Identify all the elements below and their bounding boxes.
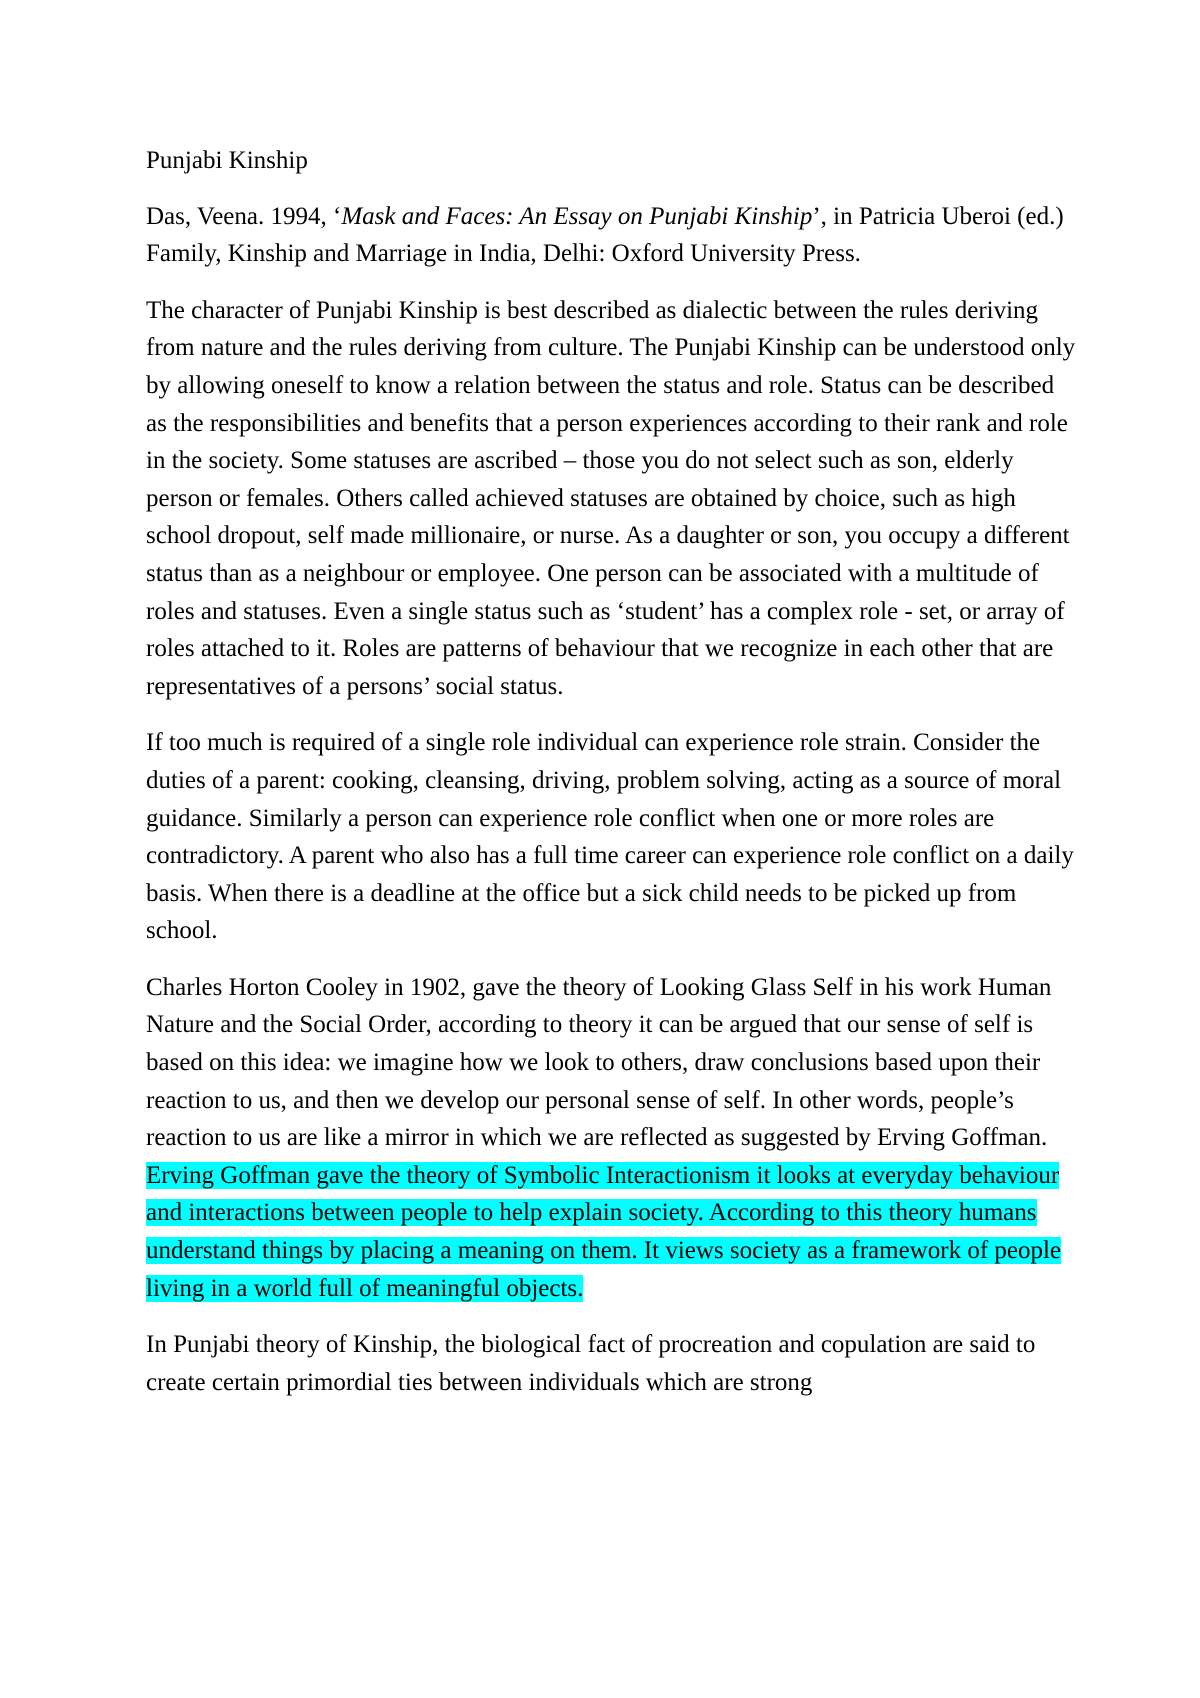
paragraph-looking-glass-self: [146, 969, 1076, 1307]
paragraph-role-strain: If too much is required of a single role individual can experience role strain. Consider the duties of a parent: cooking, cleansing, driving, problem solving, acting as a source of moral guidance. Similarly a person can experience role conflict when one or more roles are contradictory. A parent who also has a full time career can experience role conflict on a daily basis. When there is a deadline at the office but a sick child needs to be picked up from school.: [146, 729, 1074, 945]
reference-citation: [146, 198, 1076, 273]
document-title: Punjabi Kinship: [146, 147, 308, 174]
citation-suffix: ’, in Patricia Uberoi (ed.) Family, Kinship and Marriage in India, Delhi: Oxford University Press.: [146, 202, 1064, 268]
citation-work-title: Mask and Faces: An Essay on Punjabi Kinship: [341, 202, 813, 230]
citation-prefix: Das, Veena. 1994, ‘: [146, 202, 342, 230]
cooley-text: Charles Horton Cooley in 1902, gave the theory of Looking Glass Self in his work Human Nature and the Social Order, according to theory it can be argued that our sense of self is based on this idea: we imagine how we look to others, draw conclusions based upon their reaction to us, and then we develop our personal sense of self. In other words, people’s reaction to us are like a mirror in which we are reflected as suggested by Erving Goffman.: [146, 973, 1052, 1152]
paragraph-status-role: The character of Punjabi Kinship is best described as dialectic between the rules deriving from nature and the rules deriving from culture. The Punjabi Kinship can be understood only by allowing oneself to know a relation between the status and role. Status can be described as the responsibilities and benefits that a person experiences according to their rank and role in the society. Some statuses are ascribed – those you do not select such as son, elderly person or females. Others called achieved statuses are obtained by choice, such as high school dropout, self made millionaire, or nurse. As a daughter or son, you occupy a different status than as a neighbour or employee. One person can be associated with a multitude of roles and statuses. Even a single status such as ‘student’ has a complex role - set, or array of roles attached to it. Roles are patterns of behaviour that we recognize in each other that are representatives of a persons’ social status.: [146, 296, 1076, 700]
highlighted-text: Erving Goffman gave the theory of Symbolic Interactionism it looks at everyday behaviour and interactions between people to help explain society. According to this theory humans understand things by placing a meaning on them. It views society as a framework of people living in a world full of meaningful objects.: [146, 1161, 1062, 1302]
document-body: [146, 142, 1076, 1420]
paragraph-closing: In Punjabi theory of Kinship, the biological fact of procreation and copulation are said to create certain primordial ties between individuals which are strong: [146, 1331, 1036, 1396]
